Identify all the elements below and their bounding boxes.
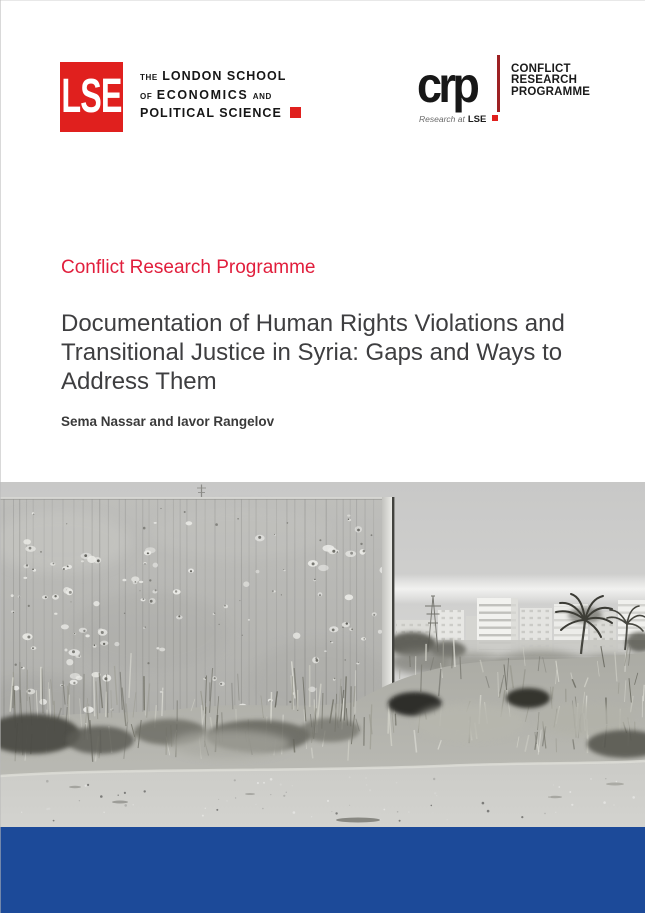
lse-wordmark-line1: THE LONDON SCHOOL (140, 69, 287, 83)
crp-monogram: crp (417, 57, 477, 113)
cover-photo (0, 482, 645, 827)
footer-bar (0, 827, 645, 913)
page-left-edge (0, 0, 1, 913)
cover-photo-illustration (0, 482, 645, 827)
report-authors: Sema Nassar and Iavor Rangelov (61, 414, 275, 429)
report-title (61, 309, 621, 396)
crp-red-square-icon (492, 115, 498, 121)
lse-wordmark-line2: OF ECONOMICS AND (140, 87, 272, 102)
lse-wordmark (140, 68, 301, 122)
lse-logo-icon (60, 62, 123, 132)
crp-wordmark-line3: PROGRAMME (511, 85, 591, 98)
crp-divider-rule (497, 55, 500, 112)
programme-heading: Conflict Research Programme (61, 257, 316, 278)
crp-tagline: Research at LSE (419, 114, 498, 125)
crp-wordmark-line2: RESEARCH (511, 74, 578, 87)
crp-wordmark-line1: CONFLICT (511, 62, 571, 75)
report-title-line1: Documentation of Human Rights Violations and (61, 310, 565, 337)
report-title-line3: Address Them (61, 368, 217, 395)
lse-monogram: LSE (61, 69, 122, 124)
lse-wordmark-line3: POLITICAL SCIENCE (140, 105, 301, 122)
report-title-line2: Transitional Justice in Syria: Gaps and Ways to (61, 339, 563, 366)
page-top-edge (0, 0, 645, 1)
lse-red-square-icon (290, 107, 301, 118)
crp-wordmark (511, 64, 590, 99)
